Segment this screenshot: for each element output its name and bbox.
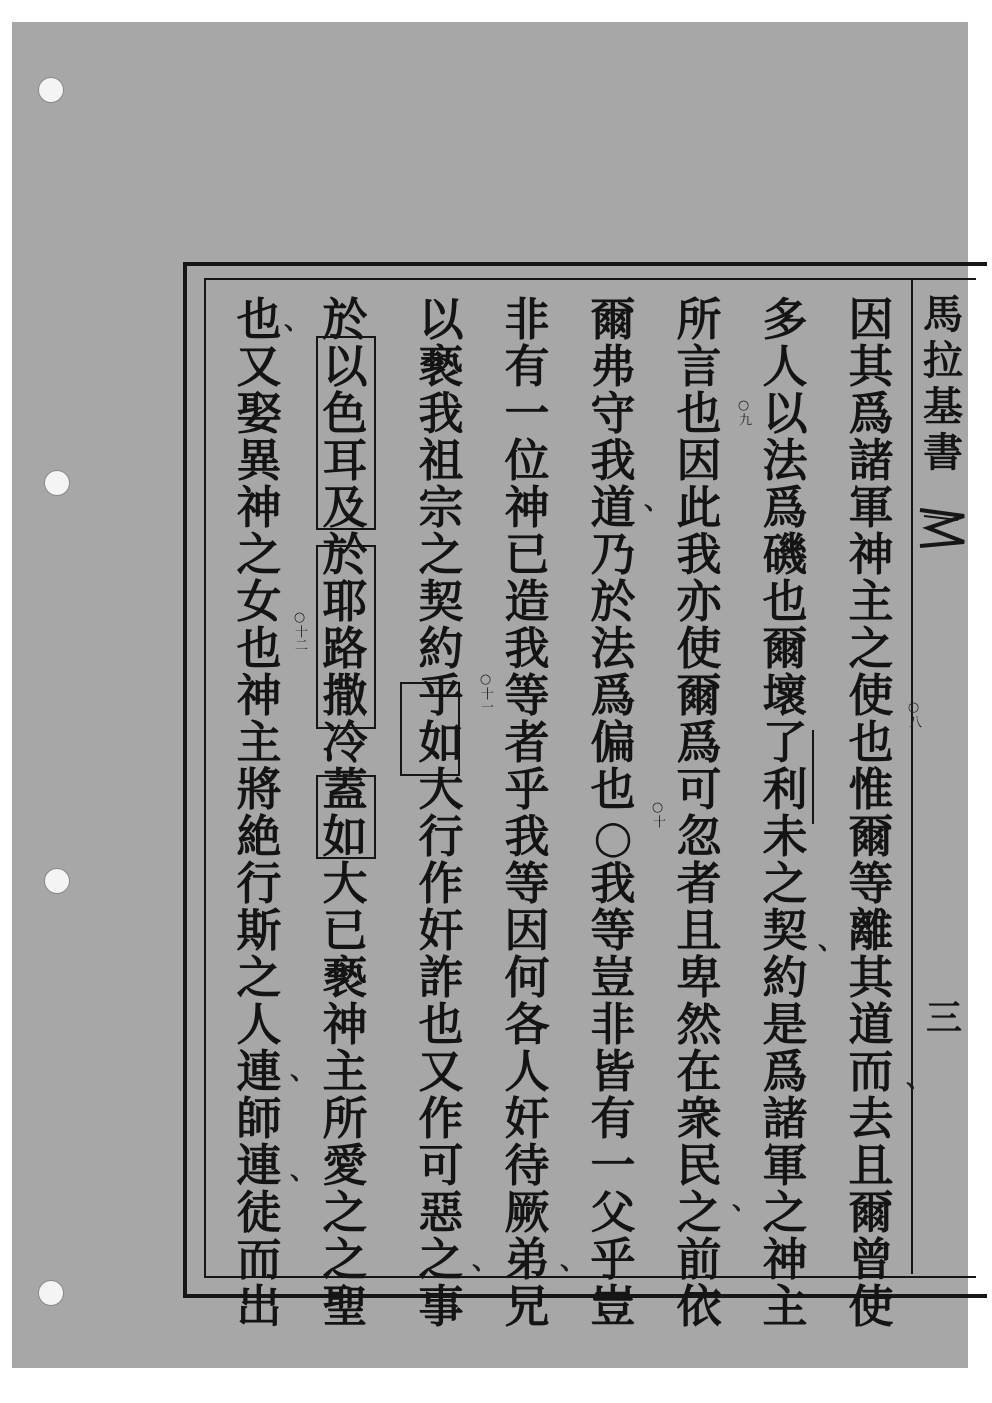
text-character: 待 <box>504 1139 550 1192</box>
text-character: 爾 <box>848 1186 894 1239</box>
text-character: 又 <box>236 340 282 393</box>
text-character: 師 <box>236 1092 282 1145</box>
text-character: 爲 <box>676 716 722 769</box>
header-column-rule <box>911 278 913 1274</box>
text-character: 了 <box>762 716 808 769</box>
text-character: 前 <box>676 1233 722 1286</box>
text-character: 之 <box>418 528 464 581</box>
proper-name-box <box>400 682 460 776</box>
text-character: 多 <box>762 293 808 346</box>
text-character: 耶 <box>322 575 368 628</box>
title-character: 馬 <box>923 291 963 338</box>
text-character: 可 <box>676 763 722 816</box>
text-character: 卑 <box>676 951 722 1004</box>
text-character: 聖 <box>322 1280 368 1333</box>
text-character: 一 <box>504 387 550 440</box>
text-character: 蓋 <box>322 763 368 816</box>
text-character: 偏 <box>590 716 636 769</box>
text-character: 此 <box>676 481 722 534</box>
text-character: 父 <box>590 1186 636 1239</box>
folio-number: 三 <box>926 997 963 1039</box>
text-character: 曾 <box>848 1233 894 1286</box>
text-character: 褻 <box>418 340 464 393</box>
text-character: 爾 <box>590 293 636 346</box>
text-character: 法 <box>762 434 808 487</box>
text-character: 又 <box>418 1045 464 1098</box>
text-character: 使 <box>848 669 894 722</box>
text-character: 未 <box>762 810 808 863</box>
text-column <box>496 293 558 1333</box>
text-character: 約 <box>762 951 808 1004</box>
name-side-line <box>812 730 814 824</box>
text-character: 於 <box>322 528 368 581</box>
text-character: 神 <box>762 1233 808 1286</box>
text-character: 出 <box>236 1280 282 1333</box>
text-character: 衆 <box>676 1092 722 1145</box>
text-character: 乎 <box>418 669 464 722</box>
text-character: 然 <box>676 998 722 1051</box>
text-character: 皆 <box>590 1045 636 1098</box>
text-character: 行 <box>418 810 464 863</box>
text-character: 撒 <box>322 669 368 722</box>
text-character: 可 <box>418 1139 464 1192</box>
text-character: 我 <box>590 434 636 487</box>
text-character: 乎 <box>590 1233 636 1286</box>
text-character: 褻 <box>322 951 368 1004</box>
text-character: 厥 <box>504 1186 550 1239</box>
text-character: 惡 <box>418 1186 464 1239</box>
punch-hole <box>38 1280 64 1306</box>
text-character: 之 <box>236 951 282 1004</box>
text-character: 其 <box>848 340 894 393</box>
text-character: 娶 <box>236 387 282 440</box>
text-character: 且 <box>676 904 722 957</box>
text-character: 之 <box>322 1186 368 1239</box>
text-character: 耳 <box>322 434 368 487</box>
text-character: 神 <box>322 998 368 1051</box>
text-character: 依 <box>676 1280 722 1333</box>
text-character: 其 <box>848 951 894 1004</box>
text-character: 神 <box>236 481 282 534</box>
punctuation-dot: 、 <box>284 306 311 336</box>
text-character: 因 <box>848 293 894 346</box>
text-character: 如 <box>418 716 464 769</box>
text-character: 徒 <box>236 1186 282 1239</box>
text-character: 之 <box>762 857 808 910</box>
text-character: 豈 <box>590 951 636 1004</box>
text-character: 弗 <box>590 340 636 393</box>
text-character: 所 <box>322 1092 368 1145</box>
text-character: 詐 <box>418 951 464 1004</box>
text-character: 冷 <box>322 716 368 769</box>
text-character: 之 <box>418 1233 464 1286</box>
text-character: 豈 <box>590 1280 636 1333</box>
punctuation-dot: 、 <box>906 1064 933 1094</box>
text-character: 女 <box>236 575 282 628</box>
text-character: 之 <box>322 1233 368 1286</box>
text-character: 作 <box>418 857 464 910</box>
text-character: 祖 <box>418 434 464 487</box>
running-title <box>918 292 968 476</box>
text-character: 主 <box>848 575 894 628</box>
text-character: 磯 <box>762 528 808 581</box>
title-character: 書 <box>923 429 963 476</box>
text-character: 宗 <box>418 481 464 534</box>
text-character: 等 <box>848 857 894 910</box>
punch-hole <box>44 868 70 894</box>
text-character: 奸 <box>504 1092 550 1145</box>
text-character: 因 <box>504 904 550 957</box>
text-character: 軍 <box>762 1139 808 1192</box>
text-character: 而 <box>848 1045 894 1098</box>
punch-hole <box>38 77 64 103</box>
text-character: 契 <box>418 575 464 628</box>
text-column <box>582 293 644 1333</box>
text-character: 民 <box>676 1139 722 1192</box>
text-character: 大 <box>322 857 368 910</box>
text-character: 爲 <box>762 481 808 534</box>
text-character: 及 <box>322 481 368 534</box>
text-character: 諸 <box>762 1092 808 1145</box>
text-character: 者 <box>504 716 550 769</box>
text-character: 造 <box>504 575 550 628</box>
text-character: 各 <box>504 998 550 1051</box>
text-character: 離 <box>848 904 894 957</box>
punctuation-dot: 、 <box>560 1246 587 1276</box>
text-character: 惟 <box>848 763 894 816</box>
text-character: 路 <box>322 622 368 675</box>
text-character: 爾 <box>848 810 894 863</box>
fish-tail-mark-icon <box>918 508 966 548</box>
text-character: 色 <box>322 387 368 440</box>
text-character: 已 <box>504 528 550 581</box>
text-character: 位 <box>504 434 550 487</box>
text-character: 弟 <box>504 1233 550 1286</box>
text-character: 去 <box>848 1092 894 1145</box>
text-character: 如 <box>322 810 368 863</box>
text-character: 有 <box>504 340 550 393</box>
text-character: 等 <box>504 857 550 910</box>
text-character: 等 <box>504 669 550 722</box>
text-character: 爾 <box>762 622 808 675</box>
text-character: 且 <box>848 1139 894 1192</box>
text-character: ○ <box>593 810 633 863</box>
text-character: 神 <box>848 528 894 581</box>
text-character: 也 <box>848 716 894 769</box>
text-character: 於 <box>590 575 636 628</box>
title-character: 基 <box>923 383 963 430</box>
text-character: 之 <box>676 1186 722 1239</box>
text-character: 事 <box>418 1280 464 1333</box>
text-character: 也 <box>590 763 636 816</box>
verse-marker: ○九 <box>736 398 751 426</box>
text-character: 爲 <box>762 1045 808 1098</box>
text-character: 於 <box>322 293 368 346</box>
text-character: 也 <box>236 622 282 675</box>
proper-name-box <box>316 336 376 534</box>
text-character: 而 <box>236 1233 282 1286</box>
text-character: 守 <box>590 387 636 440</box>
text-character: 神 <box>504 481 550 534</box>
text-character: 我 <box>504 810 550 863</box>
text-character: 因 <box>676 434 722 487</box>
verse-marker: ○八 <box>906 700 921 728</box>
text-character: 軍 <box>848 481 894 534</box>
punctuation-dot: 、 <box>732 1186 759 1216</box>
text-character: 法 <box>590 622 636 675</box>
text-character: 我 <box>504 622 550 675</box>
text-character: 將 <box>236 763 282 816</box>
text-character: 以 <box>418 293 464 346</box>
punctuation-dot: 、 <box>472 1246 499 1276</box>
title-character: 拉 <box>923 337 963 384</box>
text-character: 非 <box>590 998 636 1051</box>
text-character: 等 <box>590 904 636 957</box>
text-character: 大 <box>418 763 464 816</box>
text-character: 使 <box>848 1280 894 1333</box>
punctuation-dot: 、 <box>818 926 845 956</box>
proper-name-box <box>316 775 376 863</box>
text-column <box>668 293 730 1333</box>
text-character: 我 <box>590 857 636 910</box>
text-character: 主 <box>322 1045 368 1098</box>
verse-marker: ○十二 <box>292 610 307 651</box>
text-character: 人 <box>762 340 808 393</box>
text-character: 者 <box>676 857 722 910</box>
text-column <box>410 293 472 1333</box>
punctuation-dot: 、 <box>644 486 671 516</box>
text-character: 言 <box>676 340 722 393</box>
text-character: 作 <box>418 1092 464 1145</box>
text-character: 主 <box>762 1280 808 1333</box>
text-character: 我 <box>418 387 464 440</box>
text-character: 道 <box>848 998 894 1051</box>
text-character: 絶 <box>236 810 282 863</box>
text-character: 之 <box>762 1186 808 1239</box>
text-column <box>228 293 290 1333</box>
punctuation-dot: 、 <box>290 1156 317 1186</box>
text-character: 爾 <box>676 669 722 722</box>
text-character: 奸 <box>418 904 464 957</box>
text-character: 使 <box>676 622 722 675</box>
text-character: 乃 <box>590 528 636 581</box>
text-character: 之 <box>848 622 894 675</box>
text-character: 乎 <box>504 763 550 816</box>
text-character: 忽 <box>676 810 722 863</box>
text-character: 愛 <box>322 1139 368 1192</box>
text-character: 有 <box>590 1092 636 1145</box>
text-column <box>840 293 902 1333</box>
punctuation-dot: 、 <box>290 1056 317 1086</box>
text-character: 已 <box>322 904 368 957</box>
text-character: 兄 <box>504 1280 550 1333</box>
text-character: 道 <box>590 481 636 534</box>
text-character: 爲 <box>590 669 636 722</box>
text-character: 我 <box>676 528 722 581</box>
verse-marker: ○十 <box>650 800 665 828</box>
text-character: 所 <box>676 293 722 346</box>
proper-name-box <box>316 545 376 729</box>
text-character: 諸 <box>848 434 894 487</box>
text-character: 以 <box>762 387 808 440</box>
text-character: 連 <box>236 1139 282 1192</box>
text-character: 契 <box>762 904 808 957</box>
text-character: 也 <box>418 998 464 1051</box>
text-character: 一 <box>590 1139 636 1192</box>
text-character: 何 <box>504 951 550 1004</box>
text-character: 是 <box>762 998 808 1051</box>
text-character: 也 <box>762 575 808 628</box>
text-character: 也 <box>676 387 722 440</box>
text-character: 異 <box>236 434 282 487</box>
text-character: 之 <box>236 528 282 581</box>
text-character: 壞 <box>762 669 808 722</box>
text-character: 神 <box>236 669 282 722</box>
text-character: 也 <box>236 293 282 346</box>
text-character: 亦 <box>676 575 722 628</box>
text-character: 連 <box>236 1045 282 1098</box>
verse-marker: ○十一 <box>478 672 493 713</box>
text-column <box>754 293 816 1333</box>
text-character: 非 <box>504 293 550 346</box>
text-character: 人 <box>504 1045 550 1098</box>
text-character: 利 <box>762 763 808 816</box>
text-character: 行 <box>236 857 282 910</box>
text-character: 以 <box>322 340 368 393</box>
text-character: 主 <box>236 716 282 769</box>
punch-hole <box>44 470 70 496</box>
text-character: 斯 <box>236 904 282 957</box>
text-character: 在 <box>676 1045 722 1098</box>
text-character: 約 <box>418 622 464 675</box>
text-character: 爲 <box>848 387 894 440</box>
text-character: 人 <box>236 998 282 1051</box>
